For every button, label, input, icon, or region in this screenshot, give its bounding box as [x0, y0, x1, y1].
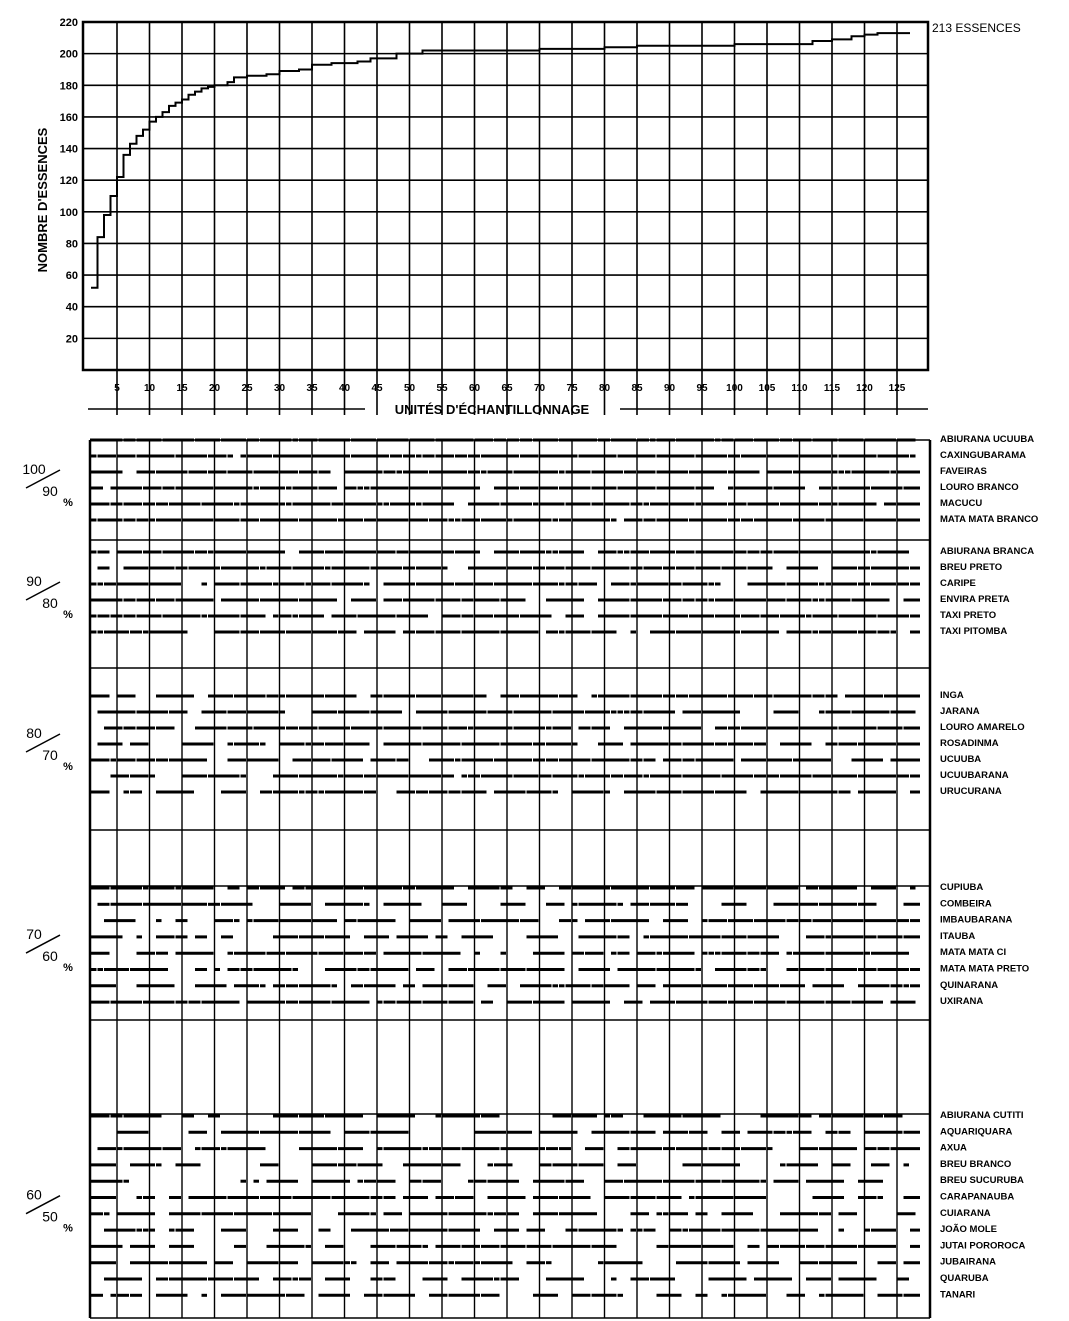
x-tick-label: 115 [823, 383, 841, 394]
y-tick-label: 20 [65, 333, 78, 346]
x-tick-label: 65 [501, 383, 513, 394]
species-label: ABIURANA BRANCA [940, 546, 1035, 557]
frequency-class-top: 60 [26, 1186, 42, 1203]
x-tick-label: 15 [176, 383, 188, 394]
frequency-class-bottom: 80 [42, 595, 58, 611]
x-tick-label: 110 [791, 383, 808, 394]
y-tick-label: 220 [59, 17, 78, 29]
species-label: AQUARIQUARA [940, 1126, 1013, 1138]
species-label: JARANA [940, 706, 980, 717]
species-label: INGA [940, 690, 964, 701]
species-label: CARAPANAUBA [940, 1191, 1015, 1203]
y-tick-label: 140 [59, 143, 78, 156]
x-tick-label: 60 [468, 383, 481, 394]
y-tick-label: 200 [59, 48, 78, 61]
species-label: AXUA [940, 1142, 967, 1154]
y-tick-label: 100 [59, 206, 78, 219]
species-label: MACUCU [940, 498, 983, 509]
x-tick-label: 125 [888, 383, 906, 394]
x-tick-label: 10 [143, 383, 156, 394]
frequency-class-bottom: 60 [42, 948, 58, 965]
species-label: JUBAIRANA [940, 1256, 996, 1268]
species-label: ITAUBA [940, 930, 976, 942]
x-tick-label: 120 [856, 383, 873, 394]
x-tick-label: 5 [114, 383, 120, 394]
species-label: JOÃO MOLE [940, 1224, 998, 1236]
species-label: MATA MATA PRETO [940, 963, 1030, 975]
x-tick-label: 75 [566, 383, 578, 394]
species-label: BREU PRETO [940, 562, 1003, 573]
x-tick-label: 95 [696, 383, 708, 394]
species-label: MATA MATA BRANCO [940, 514, 1039, 525]
frequency-class-top: 80 [26, 725, 42, 741]
frequency-class-percent: % [63, 962, 73, 975]
y-tick-label: 180 [59, 80, 78, 93]
y-tick-label: 120 [59, 175, 78, 188]
species-label: ENVIRA PRETA [940, 594, 1010, 605]
y-tick-label: 60 [65, 270, 78, 283]
species-label: ABIURANA CUTITI [940, 1110, 1024, 1121]
species-label: CUPIUBA [940, 882, 984, 893]
species-label: IMBAUBARANA [940, 914, 1013, 926]
species-label: ROSADINMA [940, 738, 999, 749]
frequency-class-percent: % [63, 497, 73, 509]
x-tick-label: 90 [663, 383, 676, 394]
species-label: TANARI [940, 1289, 976, 1301]
x-tick-label: 105 [758, 383, 776, 394]
species-label: URUCURANA [940, 786, 1002, 797]
x-tick-label: 40 [338, 383, 351, 394]
species-label: CAXINGUBARAMA [940, 450, 1027, 461]
x-tick-label: 80 [598, 383, 611, 394]
species-label: BREU SUCURUBA [940, 1175, 1024, 1187]
frequency-class-bottom: 50 [42, 1208, 58, 1225]
species-label: UCUUBARANA [940, 770, 1009, 781]
x-tick-label: 100 [726, 383, 743, 394]
species-label: JUTAI POROROCA [940, 1240, 1026, 1252]
x-tick-label: 20 [208, 383, 221, 394]
frequency-class-percent: % [63, 1222, 73, 1235]
y-tick-label: 80 [65, 238, 78, 251]
species-label: CARIPE [940, 578, 976, 589]
x-tick-label: 55 [436, 383, 448, 394]
species-label: QUINARANA [940, 979, 999, 991]
x-tick-label: 50 [403, 383, 416, 394]
frequency-class-bottom: 70 [42, 747, 58, 763]
x-tick-label: 70 [533, 383, 546, 394]
frequency-class-bottom: 90 [42, 483, 58, 499]
y-tick-label: 40 [65, 301, 78, 314]
frequency-class-top: 70 [26, 926, 42, 943]
y-axis-title: NOMBRE D'ESSENCES [35, 127, 50, 273]
species-label: BREU BRANCO [940, 1158, 1012, 1170]
x-tick-label: 45 [371, 383, 383, 394]
species-label: COMBEIRA [940, 898, 992, 910]
x-axis-title: UNITÉS D'ÉCHANTILLONNAGE [394, 402, 590, 417]
y-tick-label: 160 [59, 111, 78, 124]
species-label: LOURO AMARELO [940, 722, 1025, 733]
species-label: CUIARANA [940, 1207, 991, 1219]
plot-frame [83, 22, 928, 370]
frequency-class-percent: % [63, 609, 73, 621]
species-label: TAXI PRETO [940, 610, 997, 621]
species-label: ABIURANA UCUUBA [940, 434, 1035, 445]
species-label: FAVEIRAS [940, 466, 987, 477]
species-label: UCUUBA [940, 754, 982, 765]
frequency-class-top: 90 [26, 573, 42, 589]
x-tick-label: 25 [241, 383, 253, 394]
species-label: MATA MATA CI [940, 947, 1007, 959]
species-label: LOURO BRANCO [940, 482, 1019, 493]
curve-total-annotation: 213 ESSENCES [932, 21, 1021, 36]
species-label: QUARUBA [940, 1273, 989, 1284]
species-label: UXIRANA [940, 996, 984, 1008]
species-label: TAXI PITOMBA [940, 626, 1008, 637]
x-tick-label: 30 [273, 383, 286, 394]
frequency-class-percent: % [63, 761, 73, 773]
x-tick-label: 35 [306, 383, 318, 394]
frequency-class-top: 100 [22, 461, 46, 477]
x-tick-label: 85 [631, 383, 643, 394]
